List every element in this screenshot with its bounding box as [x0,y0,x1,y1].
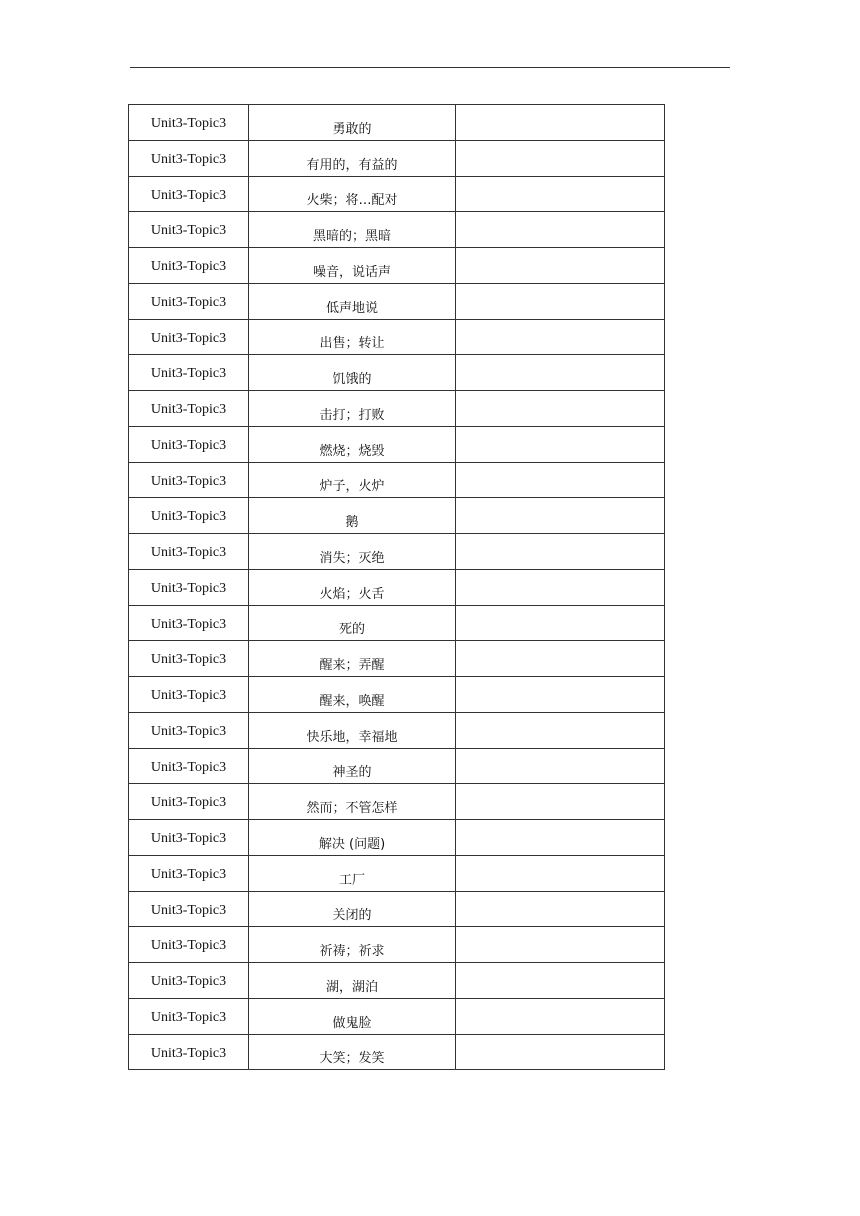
answer-blank-cell[interactable] [456,1034,665,1070]
vocabulary-table-body [129,105,665,1070]
unit-topic-cell: Unit3-Topic3 [129,963,249,999]
chinese-meaning-cell: 有用的，有益的 [249,140,456,176]
chinese-meaning-cell: 饥饿的 [249,355,456,391]
unit-topic-cell: Unit3-Topic3 [129,784,249,820]
answer-blank-cell[interactable] [456,355,665,391]
table-row [129,391,665,427]
chinese-meaning-cell: 火焰；火舌 [249,569,456,605]
table-row [129,712,665,748]
chinese-meaning-cell: 解决 (问题) [249,820,456,856]
unit-topic-cell: Unit3-Topic3 [129,569,249,605]
chinese-meaning-cell: 消失；灭绝 [249,534,456,570]
chinese-meaning-cell: 关闭的 [249,891,456,927]
chinese-meaning-cell: 神圣的 [249,748,456,784]
unit-topic-cell: Unit3-Topic3 [129,319,249,355]
unit-topic-cell: Unit3-Topic3 [129,1034,249,1070]
table-row [129,534,665,570]
answer-blank-cell[interactable] [456,820,665,856]
table-row [129,677,665,713]
answer-blank-cell[interactable] [456,498,665,534]
chinese-meaning-cell: 醒来；弄醒 [249,641,456,677]
table-row [129,784,665,820]
table-row [129,498,665,534]
answer-blank-cell[interactable] [456,319,665,355]
chinese-meaning-cell: 出售；转让 [249,319,456,355]
unit-topic-cell: Unit3-Topic3 [129,927,249,963]
unit-topic-cell: Unit3-Topic3 [129,534,249,570]
unit-topic-cell: Unit3-Topic3 [129,712,249,748]
table-row [129,176,665,212]
table-row [129,283,665,319]
table-row [129,140,665,176]
chinese-meaning-cell: 火柴；将…配对 [249,176,456,212]
unit-topic-cell: Unit3-Topic3 [129,855,249,891]
answer-blank-cell[interactable] [456,605,665,641]
table-row [129,927,665,963]
unit-topic-cell: Unit3-Topic3 [129,998,249,1034]
table-row [129,998,665,1034]
answer-blank-cell[interactable] [456,462,665,498]
chinese-meaning-cell: 做鬼脸 [249,998,456,1034]
answer-blank-cell[interactable] [456,426,665,462]
unit-topic-cell: Unit3-Topic3 [129,605,249,641]
chinese-meaning-cell: 湖，湖泊 [249,963,456,999]
answer-blank-cell[interactable] [456,998,665,1034]
header-rule [130,67,730,68]
chinese-meaning-cell: 低声地说 [249,283,456,319]
unit-topic-cell: Unit3-Topic3 [129,748,249,784]
answer-blank-cell[interactable] [456,891,665,927]
unit-topic-cell: Unit3-Topic3 [129,891,249,927]
chinese-meaning-cell: 噪音，说话声 [249,248,456,284]
table-row [129,963,665,999]
table-row [129,355,665,391]
answer-blank-cell[interactable] [456,569,665,605]
answer-blank-cell[interactable] [456,212,665,248]
table-row [129,891,665,927]
table-row [129,212,665,248]
answer-blank-cell[interactable] [456,176,665,212]
unit-topic-cell: Unit3-Topic3 [129,105,249,141]
chinese-meaning-cell: 祈祷；祈求 [249,927,456,963]
chinese-meaning-cell: 勇敢的 [249,105,456,141]
chinese-meaning-cell: 大笑；发笑 [249,1034,456,1070]
answer-blank-cell[interactable] [456,641,665,677]
chinese-meaning-cell: 快乐地，幸福地 [249,712,456,748]
unit-topic-cell: Unit3-Topic3 [129,498,249,534]
table-row [129,1034,665,1070]
unit-topic-cell: Unit3-Topic3 [129,283,249,319]
answer-blank-cell[interactable] [456,963,665,999]
chinese-meaning-cell: 工厂 [249,855,456,891]
table-row [129,855,665,891]
unit-topic-cell: Unit3-Topic3 [129,212,249,248]
answer-blank-cell[interactable] [456,927,665,963]
unit-topic-cell: Unit3-Topic3 [129,677,249,713]
chinese-meaning-cell: 燃烧；烧毁 [249,426,456,462]
chinese-meaning-cell: 然而；不管怎样 [249,784,456,820]
answer-blank-cell[interactable] [456,712,665,748]
vocabulary-table [128,104,665,1070]
table-row [129,569,665,605]
table-row [129,248,665,284]
table-row [129,319,665,355]
unit-topic-cell: Unit3-Topic3 [129,462,249,498]
table-row [129,462,665,498]
unit-topic-cell: Unit3-Topic3 [129,391,249,427]
answer-blank-cell[interactable] [456,105,665,141]
table-row [129,641,665,677]
unit-topic-cell: Unit3-Topic3 [129,820,249,856]
chinese-meaning-cell: 炉子，火炉 [249,462,456,498]
answer-blank-cell[interactable] [456,391,665,427]
unit-topic-cell: Unit3-Topic3 [129,140,249,176]
table-row [129,748,665,784]
answer-blank-cell[interactable] [456,140,665,176]
unit-topic-cell: Unit3-Topic3 [129,641,249,677]
answer-blank-cell[interactable] [456,248,665,284]
unit-topic-cell: Unit3-Topic3 [129,355,249,391]
chinese-meaning-cell: 黑暗的；黑暗 [249,212,456,248]
answer-blank-cell[interactable] [456,748,665,784]
chinese-meaning-cell: 醒来，唤醒 [249,677,456,713]
unit-topic-cell: Unit3-Topic3 [129,176,249,212]
unit-topic-cell: Unit3-Topic3 [129,426,249,462]
table-row [129,820,665,856]
table-row [129,605,665,641]
answer-blank-cell[interactable] [456,283,665,319]
chinese-meaning-cell: 鹅 [249,498,456,534]
chinese-meaning-cell: 击打；打败 [249,391,456,427]
chinese-meaning-cell: 死的 [249,605,456,641]
answer-blank-cell[interactable] [456,534,665,570]
answer-blank-cell[interactable] [456,855,665,891]
unit-topic-cell: Unit3-Topic3 [129,248,249,284]
table-row [129,105,665,141]
table-row [129,426,665,462]
answer-blank-cell[interactable] [456,784,665,820]
answer-blank-cell[interactable] [456,677,665,713]
